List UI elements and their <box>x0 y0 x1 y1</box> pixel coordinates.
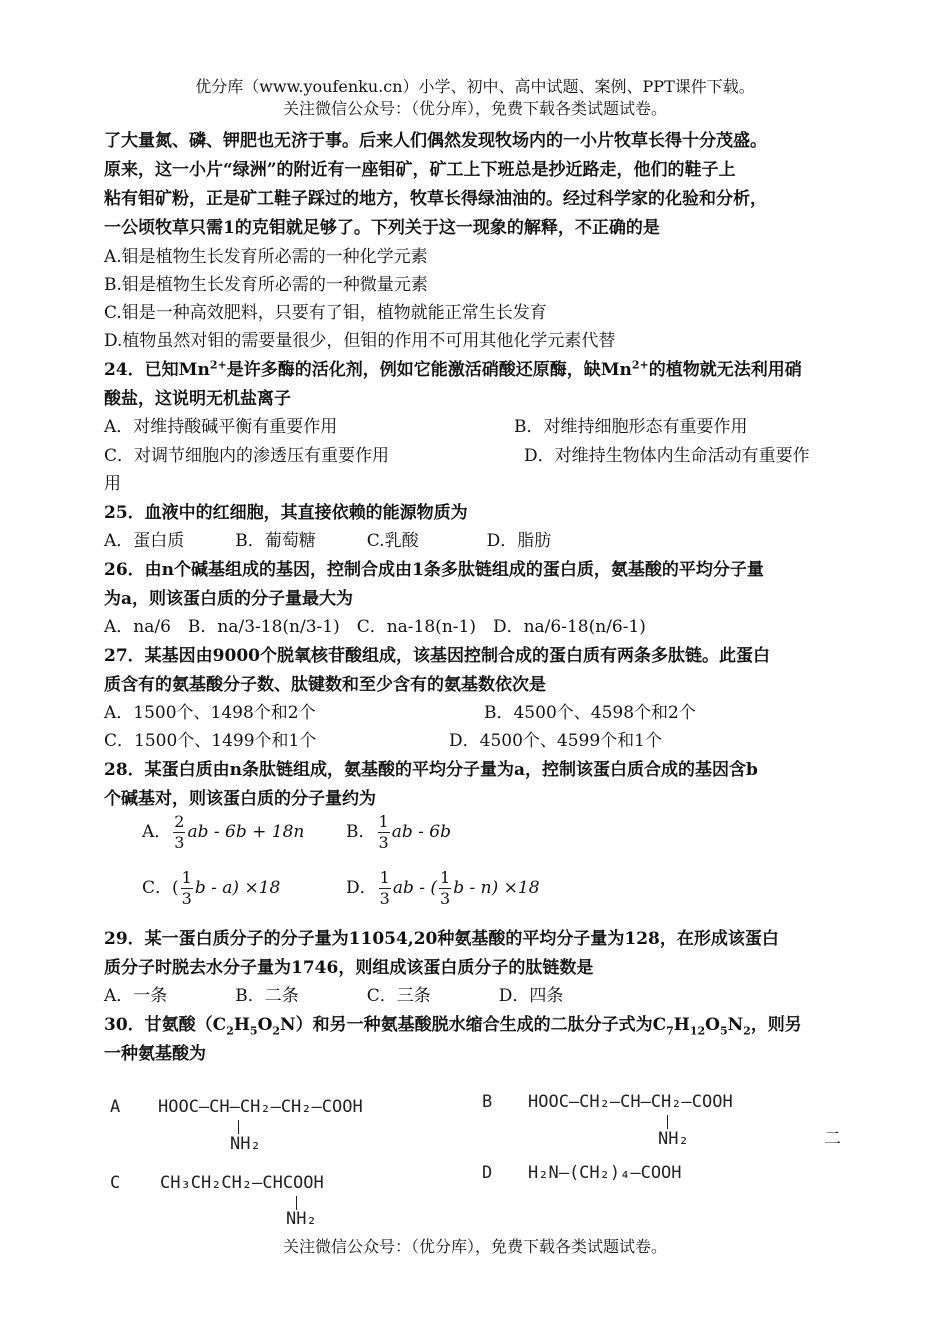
q24-option-b: B．对维持细胞形态有重要作用 <box>514 417 748 437</box>
q29-options: A．一条 B．二条 C．三条 D．四条 <box>104 986 564 1006</box>
q25-stem: 25．血液中的红细胞，其直接依赖的能源物质为 <box>104 503 468 523</box>
q26-options: A．na/6 B．na/3-18(n/3-1) C．na-18(n-1) D．na/6-18(n/6-1) <box>104 617 646 637</box>
q29-stem-line-1: 29．某一蛋白质分子的分子量为11054,20种氨基酸的平均分子量为128，在形成该蛋白 <box>104 929 779 949</box>
header-line-2: 关注微信公众号：（优分库），免费下载各类试题试卷。 <box>282 99 667 118</box>
intro-line-2: 原来，这一小片“绿洲”的附近有一座钼矿，矿工上下班总是抄近路走，他们的鞋子上 <box>104 160 736 180</box>
q30-stem-line-1: 30．甘氨酸$(C_2H_5O_2N)$和另一种氨基酸脱水缩合生成的二肽分子式为$C_7H_{12}O_5N_2$，则另 <box>104 1015 802 1038</box>
q24-option-c: C．对调节细胞内的渗透压有重要作用 <box>104 446 390 466</box>
q30-option-c-nh2: NH₂ <box>286 1209 317 1229</box>
intro-line-4: 一公顷牧草只需1的克钼就足够了。下列关于这一现象的解释，不正确的是 <box>104 218 660 238</box>
bond-line <box>667 1115 668 1129</box>
q24-stem-line-1: 24．已知$Mn^{2+}$是许多酶的活化剂，例如它能激活硝酸还原酶，缺$Mn^{2+}$的植物就无法利用硝 <box>104 358 802 380</box>
q24-option-d: D．对维持生物体内生命活动有重要作 <box>524 446 810 466</box>
bond-line <box>238 1120 239 1134</box>
q30-option-b-formula: HOOC—CH₂—CH—CH₂—COOH <box>528 1092 733 1112</box>
fraction: $\frac{1}{3}$ <box>181 868 192 908</box>
q27-stem-line-2: 质含有的氨基酸分子数、肽键数和至少含有的氨基数依次是 <box>104 675 546 695</box>
q27-option-b: B．4500个、4598个和2个 <box>484 703 696 723</box>
intro-option-c: C.钼是一种高效肥料，只要有了钼，植物就能正常生长发育 <box>104 303 547 323</box>
intro-option-b: B.钼是植物生长发育所必需的一种微量元素 <box>104 275 428 295</box>
q24-stem-line-2: 酸盐，这说明无机盐离子 <box>104 389 291 409</box>
q30-option-a-nh2: NH₂ <box>230 1134 261 1154</box>
page-footer: 关注微信公众号：（优分库），免费下载各类试题试卷。 <box>282 1237 667 1256</box>
intro-option-d: D.植物虽然对钼的需要量很少，但钼的作用不可用其他化学元素代替 <box>104 331 616 351</box>
q25-options: A．蛋白质 B．葡萄糖 C.乳酸 D．脂肪 <box>104 531 552 551</box>
q27-stem-line-1: 27．某基因由9000个脱氧核苷酸组成，该基因控制合成的蛋白质有两条多肽链。此蛋白 <box>104 646 770 666</box>
q30-option-d-label: D <box>482 1163 493 1183</box>
q28-stem-line-1: 28．某蛋白质由n条肽链组成，氨基酸的平均分子量为a，控制该蛋白质合成的基因含b <box>104 760 758 780</box>
intro-option-a: A.钼是植物生长发育所必需的一种化学元素 <box>104 247 428 267</box>
fraction: $\frac{2}{3}$ <box>174 812 185 852</box>
bond-line <box>296 1196 297 1210</box>
q26-stem-line-2: 为a，则该蛋白质的分子量最大为 <box>104 589 354 609</box>
q30-option-a-formula: HOOC—CH—CH₂—CH₂—COOH <box>158 1097 363 1117</box>
q28-option-d: D． $\frac{1}{3}$ ab - ( $\frac{1}{3}$ b - n) ×18 <box>346 868 540 908</box>
stray-character: 二 <box>824 1129 841 1149</box>
q30-option-c-formula: CH₃CH₂CH₂—CHCOOH <box>160 1173 324 1193</box>
q29-stem-line-2: 质分子时脱去水分子量为1746，则组成该蛋白质分子的肽链数是 <box>104 958 594 978</box>
intro-line-1: 了大量氮、磷、钾肥也无济于事。后来人们偶然发现牧场内的一小片牧草长得十分茂盛。 <box>104 131 767 151</box>
q27-option-a: A．1500个、1498个和2个 <box>104 703 316 723</box>
q30-option-b-label: B <box>482 1092 493 1112</box>
header-line-1: 优分库（www.youfenku.cn）小学、初中、高中试题、案例、PPT课件下载。 <box>195 77 755 96</box>
q30-option-c-label: C <box>110 1173 121 1193</box>
fraction: $\frac{1}{3}$ <box>440 868 451 908</box>
q28-stem-line-2: 个碱基对，则该蛋白质的分子量约为 <box>104 789 376 809</box>
fraction: $\frac{1}{3}$ <box>379 868 390 908</box>
q27-option-c: C．1500个、1499个和1个 <box>104 731 317 751</box>
page-header <box>0 76 950 120</box>
q30-option-d-formula: H₂N—(CH₂)₄—COOH <box>528 1163 682 1183</box>
q28-option-b: B． $\frac{1}{3}$ ab - 6b <box>346 812 451 852</box>
q30-option-b-nh2: NH₂ <box>658 1129 689 1149</box>
q28-option-a: A． $\frac{2}{3}$ ab - 6b + 18n <box>142 812 305 852</box>
fraction: $\frac{1}{3}$ <box>378 812 389 852</box>
q30-stem-line-2: 一种氨基酸为 <box>104 1044 206 1064</box>
q26-stem-line-1: 26．由n个碱基组成的基因，控制合成由1条多肽链组成的蛋白质，氨基酸的平均分子量 <box>104 560 764 580</box>
q27-option-d: D．4500个、4599个和1个 <box>449 731 662 751</box>
q28-option-c: C．( $\frac{1}{3}$ b - a) ×18 <box>142 868 281 908</box>
q24-option-d-wrap: 用 <box>104 474 121 494</box>
intro-line-3: 粘有钼矿粉，正是矿工鞋子踩过的地方，牧草长得绿油油的。经过科学家的化验和分析， <box>104 189 767 209</box>
q30-option-a-label: A <box>110 1097 121 1117</box>
q24-option-a: A．对维持酸碱平衡有重要作用 <box>104 417 338 437</box>
